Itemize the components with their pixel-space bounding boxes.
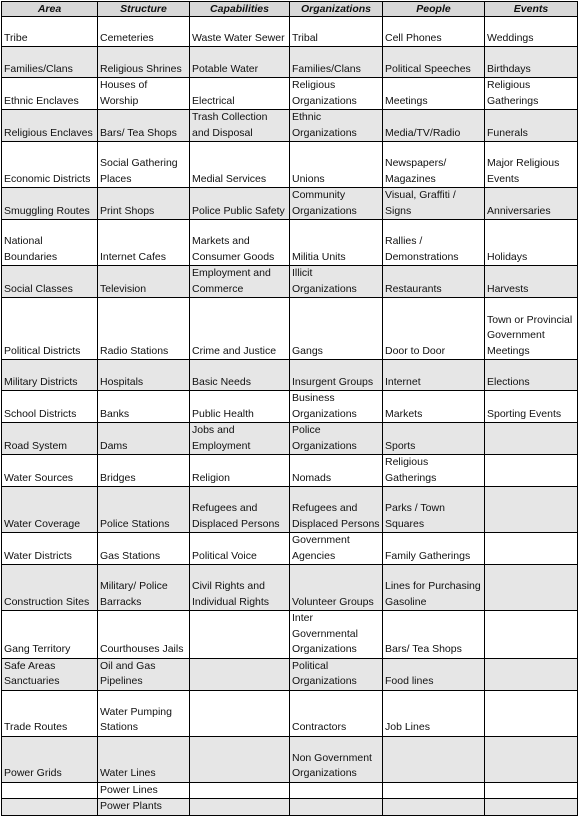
- cell-area: Water Districts: [2, 533, 98, 565]
- table-row: [2, 611, 578, 659]
- cell-capabilities: Markets and Consumer Goods: [190, 220, 290, 266]
- cell-area: Political Districts: [2, 298, 98, 360]
- cell-capabilities: Medial Services: [190, 142, 290, 188]
- cell-capabilities: Waste Water Sewer: [190, 17, 290, 47]
- cell-area: Tribe: [2, 17, 98, 47]
- cell-area: Gang Territory: [2, 611, 98, 659]
- cell-events: [485, 455, 578, 487]
- cell-events: [485, 782, 578, 799]
- cell-people: Door to Door: [383, 298, 485, 360]
- cell-area: Trade Routes: [2, 690, 98, 736]
- cell-people: Markets: [383, 391, 485, 423]
- cell-events: [485, 423, 578, 455]
- cell-structure: Houses of Worship: [98, 78, 190, 110]
- cell-organizations: Unions: [290, 142, 383, 188]
- cell-area: Smuggling Routes: [2, 188, 98, 220]
- cell-structure: Gas Stations: [98, 533, 190, 565]
- cell-structure: Courthouses Jails: [98, 611, 190, 659]
- cell-people: Lines for Purchasing Gasoline: [383, 565, 485, 611]
- table-row: [2, 188, 578, 220]
- table-row: [2, 455, 578, 487]
- cell-structure: Hospitals: [98, 360, 190, 391]
- cell-events: [485, 736, 578, 782]
- cell-capabilities: Employment and Commerce: [190, 266, 290, 298]
- cell-organizations: Government Agencies: [290, 533, 383, 565]
- cell-capabilities: Public Health: [190, 391, 290, 423]
- cell-organizations: Refugees and Displaced Persons: [290, 487, 383, 533]
- cell-capabilities: [190, 611, 290, 659]
- cell-organizations: Contractors: [290, 690, 383, 736]
- cell-events: Town or Provincial Government Meetings: [485, 298, 578, 360]
- cell-events: Major Religious Events: [485, 142, 578, 188]
- cell-people: Parks / Town Squares: [383, 487, 485, 533]
- header-structure: Structure: [98, 2, 190, 17]
- cell-area: Economic Districts: [2, 142, 98, 188]
- cell-capabilities: Electrical: [190, 78, 290, 110]
- cell-people: Media/TV/Radio: [383, 110, 485, 142]
- cell-structure: Power Plants: [98, 799, 190, 816]
- cell-area: National Boundaries: [2, 220, 98, 266]
- cell-people: Cell Phones: [383, 17, 485, 47]
- header-capabilities: Capabilities: [190, 2, 290, 17]
- table-row: [2, 782, 578, 799]
- cell-area: Families/Clans: [2, 47, 98, 78]
- cell-capabilities: [190, 658, 290, 690]
- cell-events: [485, 658, 578, 690]
- cell-structure: Police Stations: [98, 487, 190, 533]
- cell-capabilities: Refugees and Displaced Persons: [190, 487, 290, 533]
- cell-people: Rallies / Demonstrations: [383, 220, 485, 266]
- cell-events: [485, 565, 578, 611]
- cell-structure: Bridges: [98, 455, 190, 487]
- cell-capabilities: Religion: [190, 455, 290, 487]
- cell-area: Power Grids: [2, 736, 98, 782]
- table-body: [2, 17, 578, 816]
- cell-area: Road System: [2, 423, 98, 455]
- table-row: [2, 391, 578, 423]
- cell-organizations: Militia Units: [290, 220, 383, 266]
- cell-organizations: [290, 782, 383, 799]
- table-row: [2, 360, 578, 391]
- cell-structure: Radio Stations: [98, 298, 190, 360]
- cell-structure: Dams: [98, 423, 190, 455]
- cell-people: [383, 736, 485, 782]
- cell-organizations: Religious Organizations: [290, 78, 383, 110]
- table-row: [2, 423, 578, 455]
- cell-events: Sporting Events: [485, 391, 578, 423]
- cell-area: Safe Areas Sanctuaries: [2, 658, 98, 690]
- cell-events: Harvests: [485, 266, 578, 298]
- cell-capabilities: Police Public Safety: [190, 188, 290, 220]
- cell-people: Bars/ Tea Shops: [383, 611, 485, 659]
- table-row: [2, 799, 578, 816]
- table-row: [2, 487, 578, 533]
- cell-structure: Cemeteries: [98, 17, 190, 47]
- table-row: [2, 658, 578, 690]
- cell-capabilities: Jobs and Employment: [190, 423, 290, 455]
- table-row: [2, 47, 578, 78]
- cell-organizations: Illicit Organizations: [290, 266, 383, 298]
- cell-people: Visual, Graffiti / Signs: [383, 188, 485, 220]
- cell-events: Anniversaries: [485, 188, 578, 220]
- cell-area: [2, 782, 98, 799]
- cell-capabilities: Potable Water: [190, 47, 290, 78]
- cell-structure: Power Lines: [98, 782, 190, 799]
- cell-events: [485, 487, 578, 533]
- table-row: [2, 110, 578, 142]
- cell-organizations: Gangs: [290, 298, 383, 360]
- cell-structure: Television: [98, 266, 190, 298]
- table-row: [2, 266, 578, 298]
- cell-organizations: Community Organizations: [290, 188, 383, 220]
- ascope-pmesii-table: [1, 1, 578, 816]
- header-area: Area: [2, 2, 98, 17]
- cell-capabilities: [190, 736, 290, 782]
- cell-structure: Print Shops: [98, 188, 190, 220]
- cell-capabilities: [190, 799, 290, 816]
- cell-events: Holidays: [485, 220, 578, 266]
- table-row: [2, 220, 578, 266]
- cell-people: Meetings: [383, 78, 485, 110]
- header-row: [2, 2, 578, 17]
- header-events: Events: [485, 2, 578, 17]
- cell-people: Internet: [383, 360, 485, 391]
- cell-events: [485, 533, 578, 565]
- cell-area: Religious Enclaves: [2, 110, 98, 142]
- cell-organizations: Insurgent Groups: [290, 360, 383, 391]
- cell-organizations: Volunteer Groups: [290, 565, 383, 611]
- cell-organizations: [290, 799, 383, 816]
- cell-capabilities: [190, 782, 290, 799]
- table-row: [2, 78, 578, 110]
- cell-area: Ethnic Enclaves: [2, 78, 98, 110]
- cell-events: Birthdays: [485, 47, 578, 78]
- cell-structure: Bars/ Tea Shops: [98, 110, 190, 142]
- cell-people: Job Lines: [383, 690, 485, 736]
- cell-capabilities: Political Voice: [190, 533, 290, 565]
- cell-area: [2, 799, 98, 816]
- cell-events: Weddings: [485, 17, 578, 47]
- cell-events: Funerals: [485, 110, 578, 142]
- cell-organizations: Families/Clans: [290, 47, 383, 78]
- cell-capabilities: Basic Needs: [190, 360, 290, 391]
- cell-people: Food lines: [383, 658, 485, 690]
- cell-capabilities: Trash Collection and Disposal: [190, 110, 290, 142]
- cell-people: Religious Gatherings: [383, 455, 485, 487]
- cell-organizations: Non Government Organizations: [290, 736, 383, 782]
- cell-structure: Internet Cafes: [98, 220, 190, 266]
- cell-organizations: Political Organizations: [290, 658, 383, 690]
- cell-people: [383, 799, 485, 816]
- cell-area: Construction Sites: [2, 565, 98, 611]
- cell-people: Political Speeches: [383, 47, 485, 78]
- cell-area: Social Classes: [2, 266, 98, 298]
- cell-people: [383, 782, 485, 799]
- cell-capabilities: [190, 690, 290, 736]
- table-row: [2, 142, 578, 188]
- cell-events: [485, 690, 578, 736]
- cell-area: Water Coverage: [2, 487, 98, 533]
- table-row: [2, 17, 578, 47]
- cell-structure: Social Gathering Places: [98, 142, 190, 188]
- cell-capabilities: Crime and Justice: [190, 298, 290, 360]
- cell-people: Newspapers/ Magazines: [383, 142, 485, 188]
- table-row: [2, 533, 578, 565]
- cell-structure: Religious Shrines: [98, 47, 190, 78]
- cell-events: Religious Gatherings: [485, 78, 578, 110]
- cell-organizations: Police Organizations: [290, 423, 383, 455]
- cell-events: [485, 799, 578, 816]
- table-row: [2, 565, 578, 611]
- cell-area: School Districts: [2, 391, 98, 423]
- cell-events: [485, 611, 578, 659]
- cell-structure: Banks: [98, 391, 190, 423]
- cell-organizations: Nomads: [290, 455, 383, 487]
- cell-organizations: Ethnic Organizations: [290, 110, 383, 142]
- table-row: [2, 736, 578, 782]
- cell-events: Elections: [485, 360, 578, 391]
- cell-organizations: Inter Governmental Organizations: [290, 611, 383, 659]
- header-people: People: [383, 2, 485, 17]
- cell-capabilities: Civil Rights and Individual Rights: [190, 565, 290, 611]
- cell-people: Family Gatherings: [383, 533, 485, 565]
- cell-area: Military Districts: [2, 360, 98, 391]
- cell-structure: Water Pumping Stations: [98, 690, 190, 736]
- cell-organizations: Tribal: [290, 17, 383, 47]
- cell-people: Sports: [383, 423, 485, 455]
- cell-structure: Water Lines: [98, 736, 190, 782]
- cell-structure: Oil and Gas Pipelines: [98, 658, 190, 690]
- cell-structure: Military/ Police Barracks: [98, 565, 190, 611]
- cell-organizations: Business Organizations: [290, 391, 383, 423]
- header-organizations: Organizations: [290, 2, 383, 17]
- cell-people: Restaurants: [383, 266, 485, 298]
- table-row: [2, 690, 578, 736]
- table-row: [2, 298, 578, 360]
- cell-area: Water Sources: [2, 455, 98, 487]
